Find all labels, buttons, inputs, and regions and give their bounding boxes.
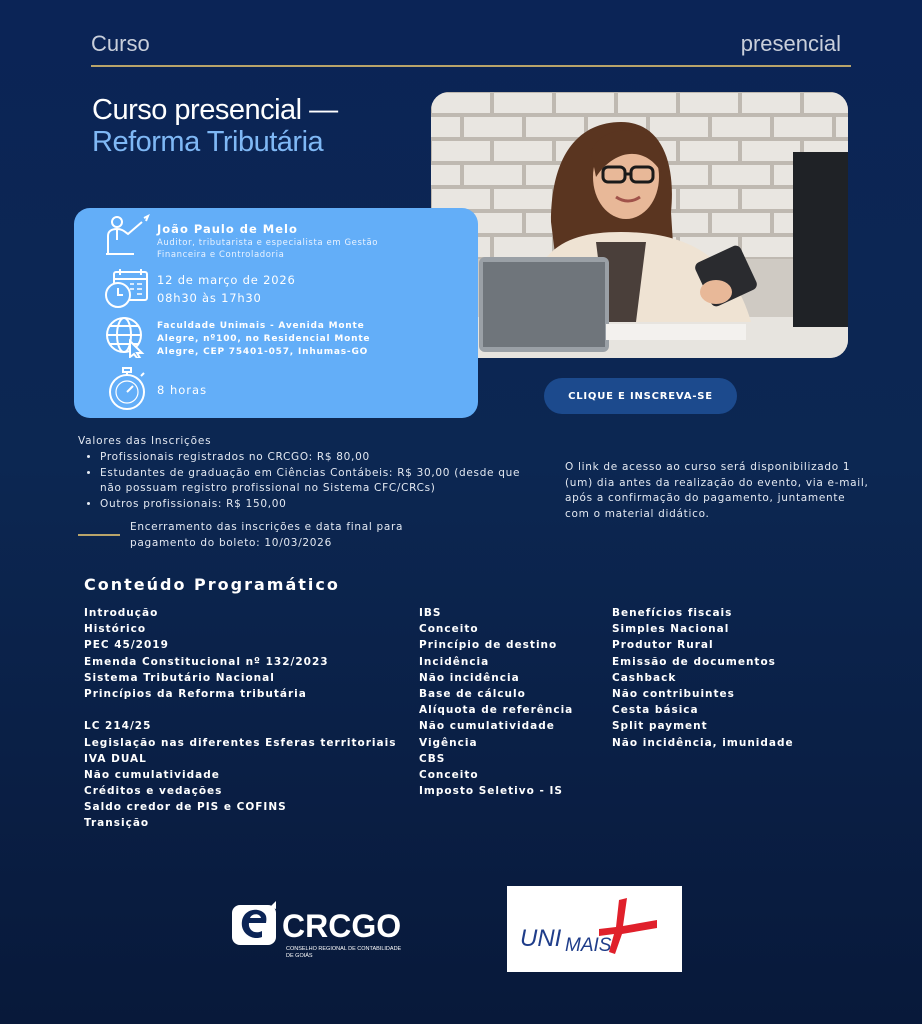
calendar-clock-icon xyxy=(104,268,150,314)
program-spacer xyxy=(84,702,396,718)
program-item: Histórico xyxy=(84,623,147,636)
program-item: Não cumulatividade xyxy=(84,768,220,781)
program-item: Benefícios fiscais xyxy=(612,607,733,619)
program-item: Vigência xyxy=(419,736,478,749)
program-item: Cesta básica xyxy=(612,704,699,717)
prices-list xyxy=(86,450,526,512)
program-item: Não incidência, imunidade xyxy=(612,736,794,749)
program-item: Produtor Rural xyxy=(612,639,714,652)
event-time: 08h30 às 17h30 xyxy=(157,291,262,305)
crcgo-logo xyxy=(230,899,420,963)
program-item: Não incidência xyxy=(419,671,520,684)
program-item: Não cumulatividade xyxy=(419,720,555,733)
teacher-icon xyxy=(104,214,150,262)
unimais-uni: UNI xyxy=(520,925,562,952)
program-item: Split payment xyxy=(612,720,708,733)
program-item: Emenda Constitucional nº 132/2023 xyxy=(84,655,329,668)
program-item: Base de cálculo xyxy=(419,687,526,700)
header-course-label: Curso xyxy=(91,31,150,56)
program-item: Cashback xyxy=(612,671,677,684)
closing-divider xyxy=(78,534,120,536)
program-item: Saldo credor de PIS e COFINS xyxy=(84,801,287,814)
program-item: Alíquota de referência xyxy=(419,704,574,717)
event-date: 12 de março de 2026 xyxy=(157,273,296,287)
program-column-3 xyxy=(612,605,794,751)
page-subtitle: Reforma Tributária xyxy=(92,126,324,158)
program-item: Emissão de documentos xyxy=(612,655,776,668)
prices-title: Valores das Inscrições xyxy=(78,435,212,447)
page-title: Curso presencial — xyxy=(92,94,338,126)
program-item: CBS xyxy=(419,752,446,765)
program-title: Conteúdo Programático xyxy=(84,575,340,594)
price-item: • Estudantes de graduação em Ciências Contábeis: R$ 30,00 (desde que não possuam registro profissional no Sistema CFC/CRCs) xyxy=(100,466,526,497)
program-item: PEC 45/2019 xyxy=(84,639,169,652)
price-item: • Outros profissionais: R$ 150,00 xyxy=(100,497,526,513)
program-item: Princípio de destino xyxy=(419,639,558,652)
speaker-name: João Paulo de Melo xyxy=(157,222,298,236)
program-item: Créditos e vedações xyxy=(84,785,223,798)
program-item: LC 214/25 xyxy=(84,720,152,733)
crcgo-subtitle-2: DE GOIÁS xyxy=(286,953,313,959)
crcgo-subtitle-1: CONSELHO REGIONAL DE CONTABILIDADE xyxy=(286,946,402,952)
program-item: Transição xyxy=(84,817,150,830)
header-divider xyxy=(91,65,851,67)
program-item: Introdução xyxy=(84,607,159,619)
hero-photo xyxy=(431,92,848,358)
program-item: Simples Nacional xyxy=(612,623,730,636)
program-column-1 xyxy=(84,605,396,832)
event-duration: 8 horas xyxy=(157,383,208,397)
registration-deadline: Encerramento das inscrições e data final para pagamento do boleto: 10/03/2026 xyxy=(130,521,404,549)
price-item: • Profissionais registrados no CRCGO: R$ 80,00 xyxy=(100,450,526,466)
access-note: O link de acesso ao curso será disponibilizado 1 (um) dia antes da realização do evento, via e-mail, após a confirmação do pagamento, juntamente com o material didático. xyxy=(565,461,869,520)
unimais-mais: MAIS xyxy=(565,935,612,956)
program-item: Conceito xyxy=(419,768,479,781)
program-item: IVA DUAL xyxy=(84,752,147,765)
program-item: Sistema Tributário Nacional xyxy=(84,671,275,684)
program-item: Conceito xyxy=(419,623,479,636)
program-item: IBS xyxy=(419,607,442,619)
stopwatch-icon xyxy=(106,366,150,416)
crcgo-wordmark: CRCGO xyxy=(282,908,402,944)
unimais-logo xyxy=(507,886,682,972)
program-item: Não contribuintes xyxy=(612,687,735,700)
program-item: Incidência xyxy=(419,655,490,668)
program-item: Imposto Seletivo - IS xyxy=(419,785,563,798)
header-modality-label: presencial xyxy=(740,31,841,56)
program-item: Legislação nas diferentes Esferas territoriais xyxy=(84,736,397,749)
register-button[interactable]: CLIQUE E INSCREVA-SE xyxy=(544,378,737,414)
globe-cursor-icon xyxy=(104,316,148,362)
program-item: Princípios da Reforma tributária xyxy=(84,687,307,700)
event-location: Faculdade Unimais - Avenida Monte Alegre, nº100, no Residencial Monte Alegre, CEP 75401-057, Inhumas-GO xyxy=(157,321,371,357)
program-column-2 xyxy=(419,605,573,799)
speaker-role: Auditor, tributarista e especialista em Gestão Financeira e Controladoria xyxy=(157,238,379,260)
